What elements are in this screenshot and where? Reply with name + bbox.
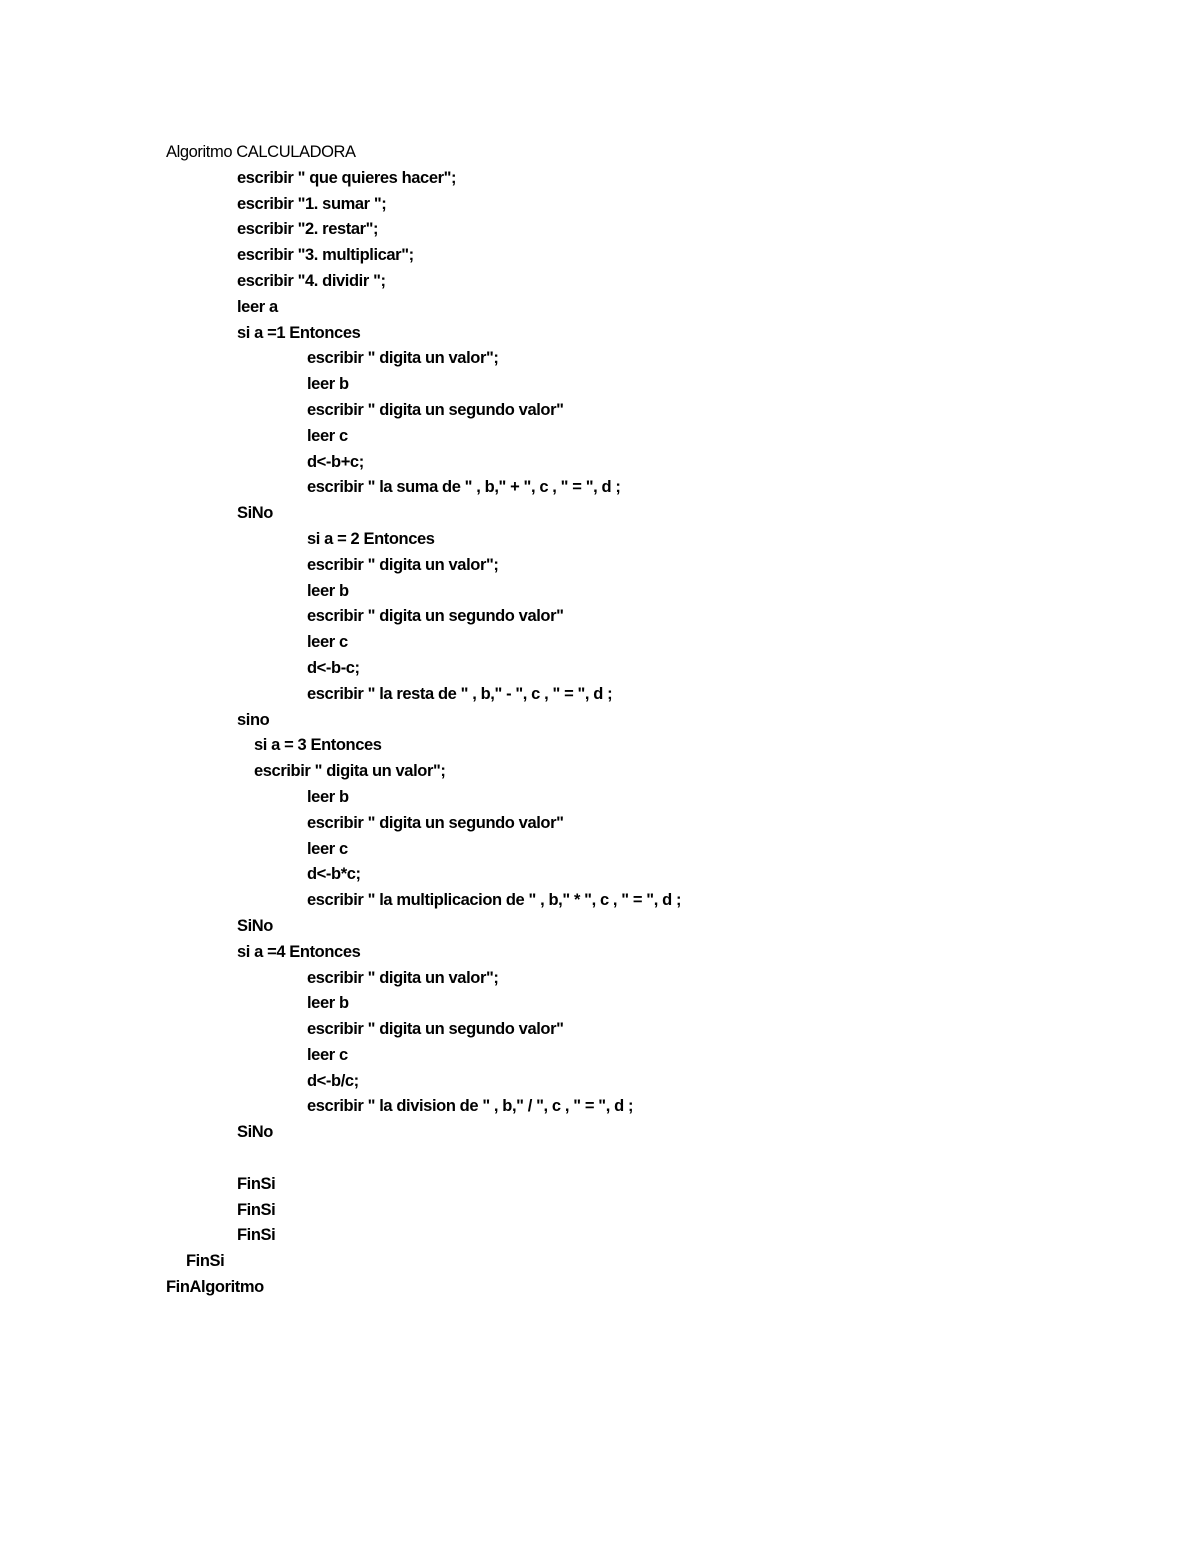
code-line: si a = 3 Entonces (254, 736, 382, 755)
code-line: si a =1 Entonces (237, 323, 361, 342)
code-line: Algoritmo CALCULADORA (166, 143, 356, 161)
code-line: leer b (307, 581, 349, 600)
code-line: escribir " digita un segundo valor" (307, 813, 564, 832)
code-line: d<-b*c; (307, 865, 361, 884)
code-line: si a =4 Entonces (237, 942, 361, 961)
code-line: escribir " digita un valor"; (307, 555, 499, 574)
code-line: escribir " la multiplicacion de " , b," * ", c , " = ", d ; (307, 891, 682, 910)
code-line: FinSi (237, 1226, 276, 1245)
code-line: leer c (307, 633, 348, 652)
code-line: FinAlgoritmo (166, 1278, 264, 1297)
code-line: leer c (307, 426, 348, 445)
code-line: d<-b/c; (307, 1071, 359, 1090)
code-line: leer b (307, 375, 349, 394)
code-line: leer b (307, 994, 349, 1013)
code-line: d<-b-c; (307, 658, 360, 677)
code-line: FinSi (186, 1252, 225, 1271)
code-line: escribir "1. sumar "; (237, 194, 387, 213)
pseudocode-block (166, 140, 1066, 1301)
code-line: escribir " la division de " , b," / ", c , " = ", d ; (307, 1097, 634, 1116)
code-line: escribir " que quieres hacer"; (237, 168, 457, 187)
code-line: escribir " digita un valor"; (254, 762, 446, 781)
code-line: escribir " digita un segundo valor" (307, 1020, 564, 1039)
code-line: escribir "2. restar"; (237, 220, 379, 239)
code-line: FinSi (237, 1200, 276, 1219)
code-line-blank (166, 1146, 1066, 1172)
code-line: escribir "3. multiplicar"; (237, 246, 414, 265)
code-line: sino (237, 710, 270, 729)
code-line: leer b (307, 787, 349, 806)
code-line: SiNo (237, 504, 273, 523)
code-line: leer c (307, 839, 348, 858)
code-line: leer c (307, 1045, 348, 1064)
code-line: escribir " digita un valor"; (307, 349, 499, 368)
code-line: SiNo (237, 1123, 273, 1142)
code-line: escribir " digita un valor"; (307, 968, 499, 987)
code-line: d<-b+c; (307, 452, 364, 471)
code-line: si a = 2 Entonces (307, 529, 435, 548)
code-line: FinSi (237, 1174, 276, 1193)
code-line: escribir " la resta de " , b," - ", c , " = ", d ; (307, 684, 613, 703)
code-line: SiNo (237, 916, 273, 935)
code-line: escribir " digita un segundo valor" (307, 400, 564, 419)
code-line: escribir " la suma de " , b," + ", c , " = ", d ; (307, 478, 621, 497)
code-line: escribir " digita un segundo valor" (307, 607, 564, 626)
code-line: escribir "4. dividir "; (237, 271, 386, 290)
code-line: leer a (237, 297, 278, 316)
